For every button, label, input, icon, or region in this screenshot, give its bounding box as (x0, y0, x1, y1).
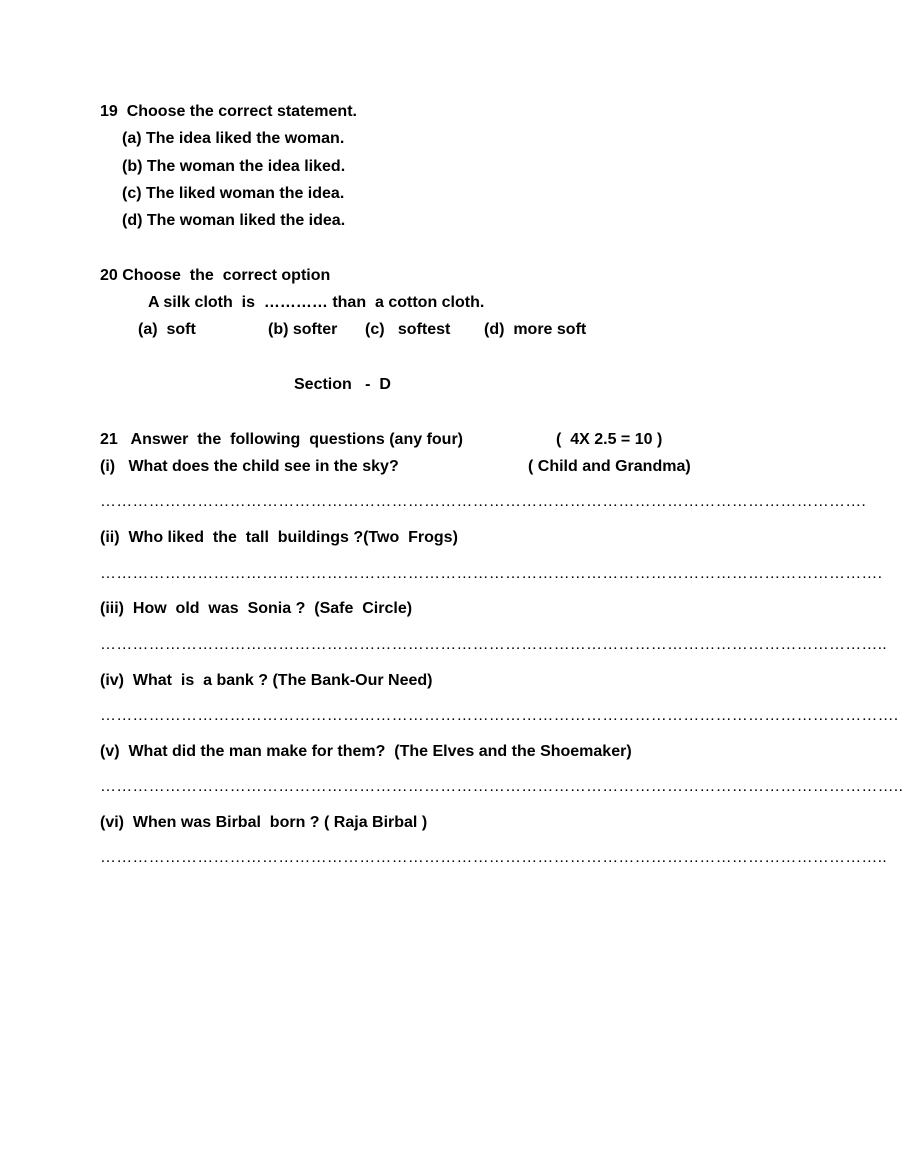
answer-line-2: ………………………………………………………………………………………………………………………………. (100, 565, 883, 582)
q20-heading: 20 Choose the correct option (100, 267, 331, 284)
q20-option-d: (d) more soft (484, 321, 587, 338)
q21-question-1: (i) What does the child see in the sky? (100, 458, 399, 475)
q21-heading: 21 Answer the following questions (any four) (100, 431, 463, 448)
answer-line-6: ……………………………………………………………………………………………………………………………….. (100, 849, 887, 866)
q19-option-d: (d) The woman liked the idea. (122, 212, 346, 229)
q19-option-a: (a) The idea liked the woman. (122, 130, 345, 147)
q21-question-4: (iv) What is a bank ? (The Bank-Our Need) (100, 672, 433, 689)
q20-sentence: A silk cloth is ………… than a cotton cloth. (148, 294, 485, 311)
q20-option-c: (c) softest (365, 321, 451, 338)
q21-marks: ( 4X 2.5 = 10 ) (556, 431, 663, 448)
q21-question-1-source: ( Child and Grandma) (528, 458, 691, 475)
q21-question-5: (v) What did the man make for them? (The Elves and the Shoemaker) (100, 743, 632, 760)
q21-question-3: (iii) How old was Sonia ? (Safe Circle) (100, 600, 413, 617)
q19-heading: 19 Choose the correct statement. (100, 103, 357, 120)
section-title: Section - D (294, 376, 391, 393)
q19-option-b: (b) The woman the idea liked. (122, 158, 346, 175)
q21-question-2: (ii) Who liked the tall buildings ?(Two Frogs) (100, 529, 458, 546)
q20-option-b: (b) softer (268, 321, 338, 338)
q19-option-c: (c) The liked woman the idea. (122, 185, 345, 202)
answer-line-3: ……………………………………………………………………………………………………………………………….. (100, 636, 887, 653)
q21-question-6: (vi) When was Birbal born ? ( Raja Birbal ) (100, 814, 428, 831)
answer-line-1: ……………………………………………………………………………………………………………………………. (100, 493, 867, 510)
answer-line-4: …………………………………………………………………………………………………………………………………. (100, 707, 899, 724)
answer-line-5: ………………………………………………………………………………………………………………………………….. (100, 778, 903, 795)
q20-option-a: (a) soft (138, 321, 196, 338)
